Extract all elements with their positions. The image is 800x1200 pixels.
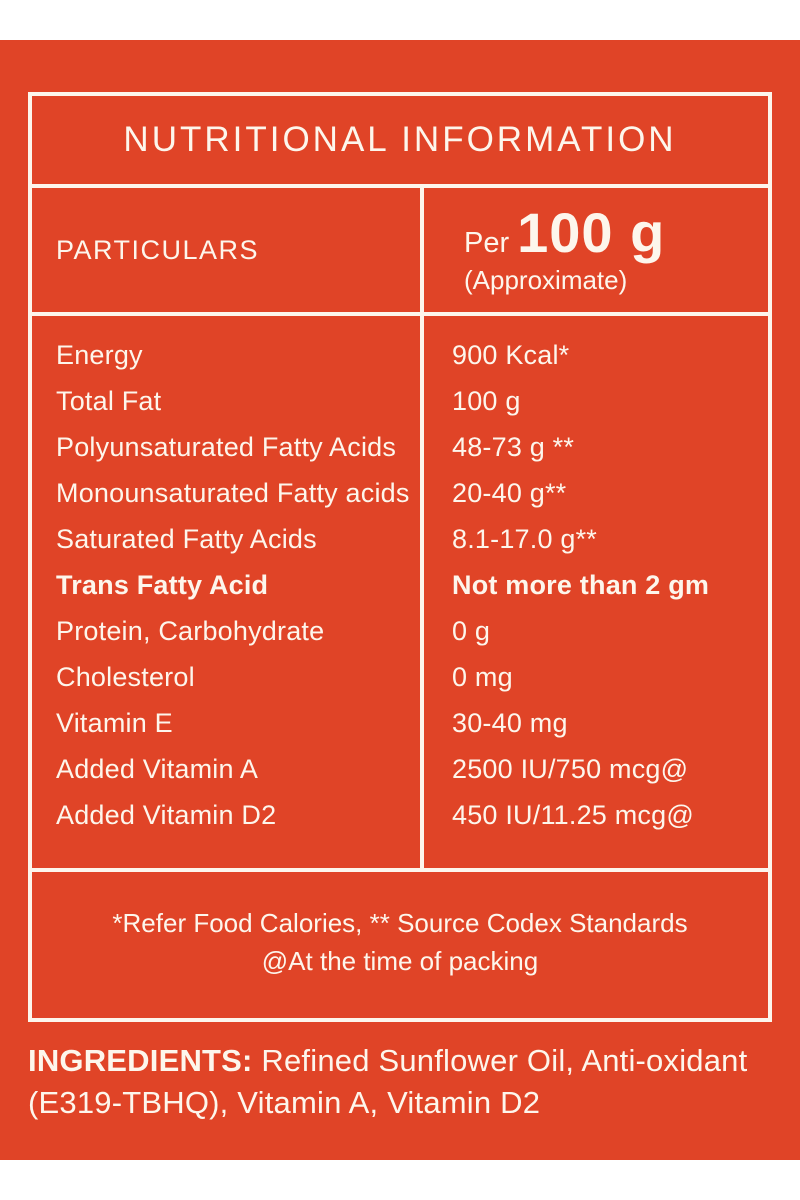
page-title: NUTRITIONAL INFORMATION [123,120,677,159]
table-cell-value: 48-73 g ** [452,432,575,462]
table-row: Protein, Carbohydrate [56,616,325,646]
nutrition-label-panel [0,40,800,1160]
table-cell-value: 900 Kcal* [452,340,570,370]
table-row: Monounsaturated Fatty acids [56,478,410,508]
footnote-sources: *Refer Food Calories, ** Source Codex Standards [112,908,688,939]
ingredients-label: INGREDIENTS: [28,1043,253,1078]
table-row: Added Vitamin D2 [56,800,277,830]
table-row: Saturated Fatty Acids [56,524,317,554]
nutrition-table-header-row [32,188,768,316]
table-cell-value: 100 g [452,386,521,416]
particulars-label: PARTICULARS [56,234,260,265]
table-row: Energy [56,340,143,370]
table-row: Cholesterol [56,662,195,692]
nutrition-table [28,92,772,1022]
table-cell-value: 2500 IU/750 mcg@ [452,754,689,784]
per-serving-line [464,200,768,264]
header-cell-per-serving [424,188,768,312]
per-word: Per [464,226,510,259]
table-row: Polyunsaturated Fatty Acids [56,432,397,462]
table-cell-value: 0 g [452,616,491,646]
footnote-packing: @At the time of packing [261,946,539,976]
table-cell-value: 30-40 mg [452,708,568,738]
nutrient-value-column [424,316,768,868]
table-cell-value: 0 mg [452,662,513,692]
table-row: Trans Fatty Acid [56,570,269,600]
per-amount: 100 g [517,200,666,264]
table-row: Total Fat [56,386,162,416]
nutrition-table-title-row [32,96,768,188]
nutrient-name-column [32,316,424,868]
table-row: Added Vitamin A [56,754,259,784]
table-cell-value: 8.1-17.0 g** [452,524,598,554]
footnotes [32,872,768,1014]
approximate-note: (Approximate) [464,264,628,295]
nutrient-rows [32,316,768,872]
table-cell-value: 450 IU/11.25 mcg@ [452,800,694,830]
header-cell-particulars [32,188,424,312]
ingredients-text: Refined Sunflower Oil, Anti-oxidant (E319-TBHQ), Vitamin A, Vitamin D2 [28,1043,748,1120]
table-row: Vitamin E [56,708,173,738]
table-cell-value: Not more than 2 gm [452,570,710,600]
ingredients-section [28,1040,780,1124]
table-cell-value: 20-40 g** [452,478,567,508]
